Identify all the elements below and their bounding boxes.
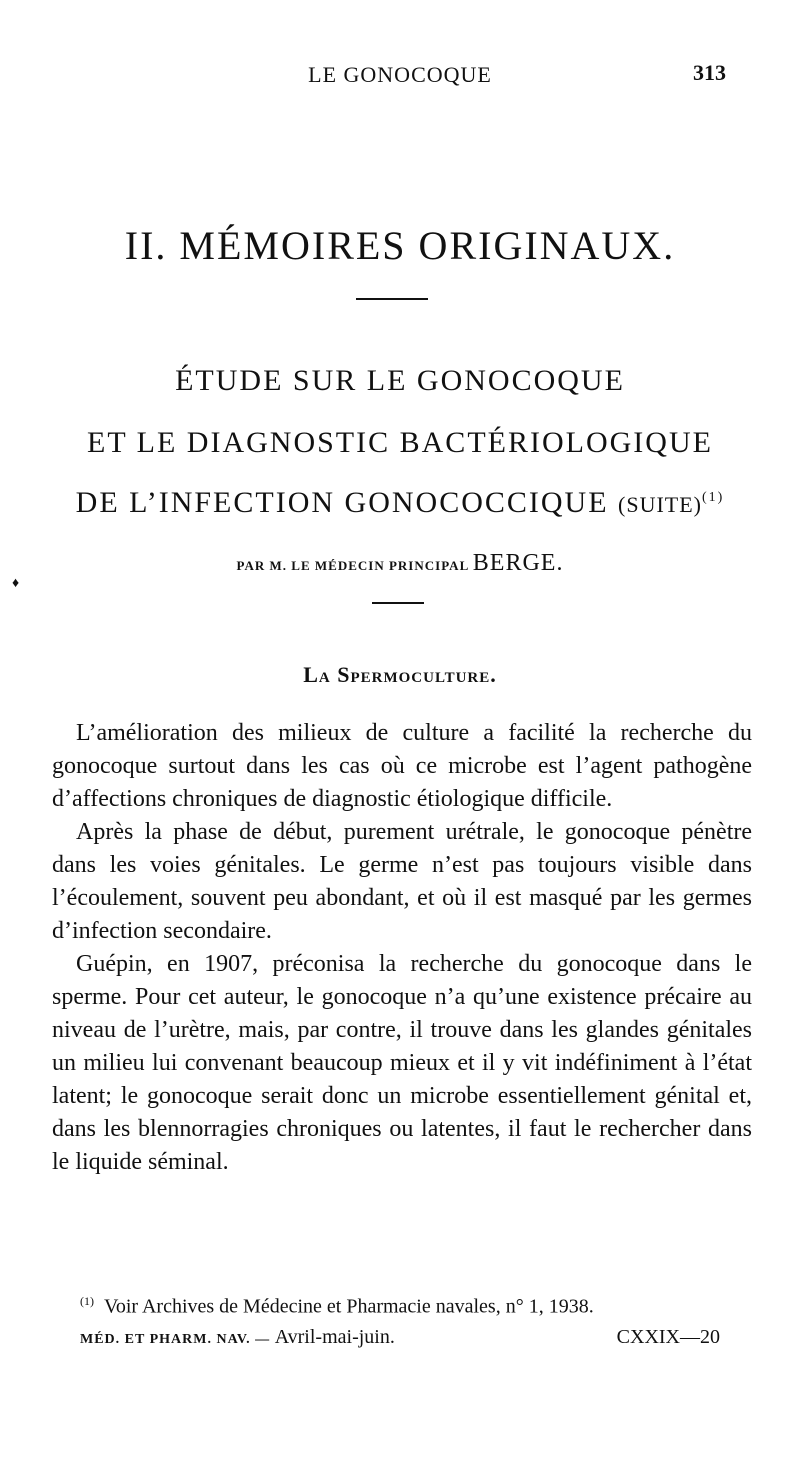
- article-title-line-3-text: DE L’INFECTION GONOCOCCIQUE: [75, 486, 609, 519]
- page-footer: [80, 1326, 720, 1349]
- issue-period: Avril-mai-juin.: [274, 1326, 395, 1348]
- body-text: [52, 717, 752, 1179]
- margin-mark: ♦: [12, 576, 20, 591]
- divider-rule: [372, 602, 424, 604]
- byline-prefix: PAR M. LE MÉDECIN PRINCIPAL: [236, 558, 469, 573]
- chapter-title: La Spermoculture.: [303, 662, 497, 687]
- article-title-line-1: ÉTUDE SUR LE GONOCOQUE: [175, 364, 625, 397]
- running-title: LE GONOCOQUE: [308, 62, 492, 87]
- divider-rule: [356, 298, 428, 300]
- footnote: [80, 1294, 760, 1319]
- page-number: 313: [693, 60, 726, 85]
- byline: [0, 550, 800, 577]
- paragraph: Après la phase de début, purement urétrale, le gonocoque pénètre dans les voies génitales. Le germe n’est pas toujours visible dans l’écoulement, souvent peu abondant, et où il est masqué par les germes d’infection secondaire.: [52, 819, 752, 944]
- footnote-marker: (1): [80, 1294, 94, 1308]
- article-title-line-3: [0, 486, 800, 520]
- paragraph: L’amélioration des milieux de culture a facilité la recherche du gonocoque surtout dans les cas où ce microbe est l’agent pathogène d’affections chroniques de diagnostic étiologique difficile.: [52, 720, 752, 812]
- title-footnote-marker: (1): [702, 490, 725, 505]
- footnote-text: Voir Archives de Médecine et Pharmacie navales, n° 1, 1938.: [104, 1295, 594, 1318]
- journal-abbrev: MÉD. ET PHARM. NAV. —: [80, 1332, 275, 1347]
- author-name: BERGE.: [472, 550, 564, 576]
- signature-mark: CXXIX—20: [616, 1326, 720, 1348]
- article-title-line-2: ET LE DIAGNOSTIC BACTÉRIOLOGIQUE: [87, 426, 713, 459]
- article-title-suite: (SUITE): [618, 492, 703, 517]
- paragraph: Guépin, en 1907, préconisa la recherche du gonocoque dans le sperme. Pour cet auteur, le gonocoque n’a qu’une existence précaire au niveau de l’urètre, mais, par contre, il trouve dans les glandes génitales un milieu lui convenant beaucoup mieux et il y vit indéfiniment à l’état latent; le gonocoque serait donc un microbe essentiellement génital et, dans les blennorragies chroniques ou latentes, il faut le rechercher dans le liquide séminal.: [52, 951, 752, 1175]
- section-title: II. MÉMOIRES ORIGINAUX.: [124, 223, 676, 268]
